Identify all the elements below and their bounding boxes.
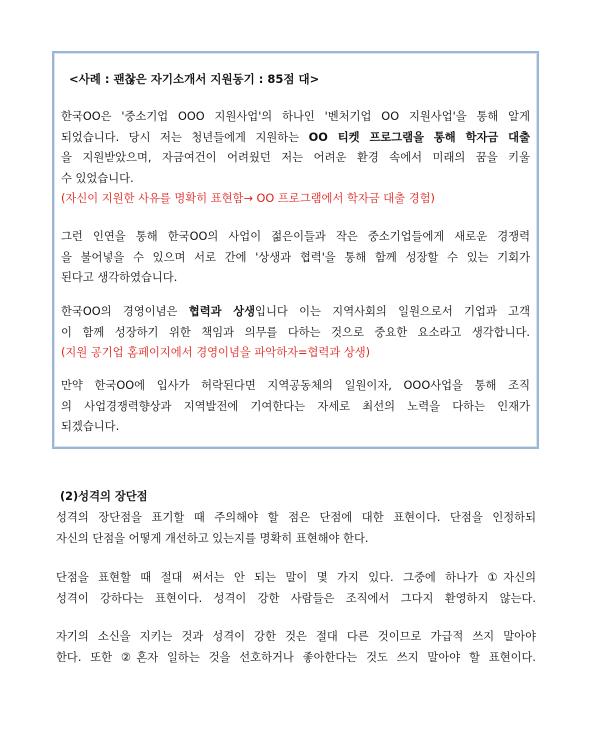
text-span: 되었습니다. 당시 저는 청년들에게 지원하는 — [61, 130, 309, 144]
example-box-title: <사례 : 괜찮은 자기소개서 지원동기 : 85점 대> — [69, 72, 320, 86]
section-heading: (2)성격의 장단점 — [60, 490, 148, 503]
text-line: 한국OO은 '중소기업 OOO 지원사업'의 하나인 '벤처기업 OO 지원사업'을 통해 알게 — [61, 110, 530, 123]
text-span: 한국OO의 경영이념은 — [61, 305, 189, 318]
example-paragraph-4 — [61, 376, 530, 438]
text-line: 이 함께 성장하기 위한 책임과 의무를 다하는 것으로 중요한 요소라고 생각합니다. — [61, 325, 530, 339]
text-line: 을 불어넣을 수 있으며 서로 간에 '상생과 협력'을 통해 함께 성장할 수 있는 기회가 — [61, 250, 530, 264]
example-paragraph-2 — [61, 227, 530, 289]
text-span: 입니다 이는 지역사회의 일원으로서 기업과 고객 — [255, 305, 530, 318]
text-line: 만약 한국OO에 입사가 허락된다면 지역공동체의 일원이자, OOO사업을 통해 조직 — [61, 379, 530, 392]
text-line: 되겠습니다. — [61, 420, 120, 433]
red-annotation: (자신이 지원한 사유를 명확히 표현함→ OO 프로그램에서 학자금 대출 경험) — [61, 192, 435, 205]
text-line: 수 있었습니다. — [61, 171, 134, 185]
bold-emphasis: OO 티켓 프로그램을 통해 학자금 대출 — [308, 130, 530, 144]
example-paragraph-3 — [61, 302, 530, 364]
bold-emphasis: 협력과 상생 — [188, 305, 256, 318]
text-line — [61, 302, 530, 323]
text-line: 자신의 단점을 어떻게 개선하고 있는지를 명확히 표현해야 한다. — [56, 531, 369, 545]
example-paragraph-1 — [61, 107, 530, 210]
text-line: 의 사업경쟁력향상과 지역발전에 기여한다는 자세로 최선의 노력을 다하는 인재가 — [61, 399, 530, 413]
text-line: 한다. 또한 ②혼자 일하는 것을 선호하거나 좋아한다는 것도 쓰지 말아야 할 표현이다. — [56, 650, 536, 664]
red-annotation: (지원 공기업 홈페이지에서 경영이념을 파악하자=협력과 상생) — [61, 346, 371, 359]
text-line: 된다고 생각하였습니다. — [61, 271, 178, 284]
text-line: 자기의 소신을 지키는 것과 성격이 강한 것은 절대 다른 것이므로 가급적 쓰지 말아야 — [56, 630, 536, 643]
text-line: 성격의 장단점을 표기할 때 주의해야 할 점은 단점에 대한 표현이다. 단점을 인정하되 — [56, 511, 536, 524]
section-paragraph-1 — [56, 508, 536, 549]
text-line: 을 지원받았으며, 자금여건이 어려웠던 저는 어려운 환경 속에서 미래의 꿈을 키울 — [61, 151, 530, 164]
section-paragraph-3 — [56, 627, 536, 668]
text-line: 성격이 강하다는 표현이다. 성격이 강한 사람들은 조직에서 그다지 환영하지 않는다. — [56, 591, 536, 605]
text-line: 단점을 표현할 때 절대 써서는 안 되는 말이 몇 가지 있다. 그중에 하나가 ①자신의 — [56, 571, 536, 584]
text-line — [61, 128, 530, 149]
section-paragraph-2 — [56, 568, 536, 609]
text-line: 그런 인연을 통해 한국OO의 사업이 젊은이들과 작은 중소기업들에게 새로운 경쟁력 — [61, 230, 530, 243]
